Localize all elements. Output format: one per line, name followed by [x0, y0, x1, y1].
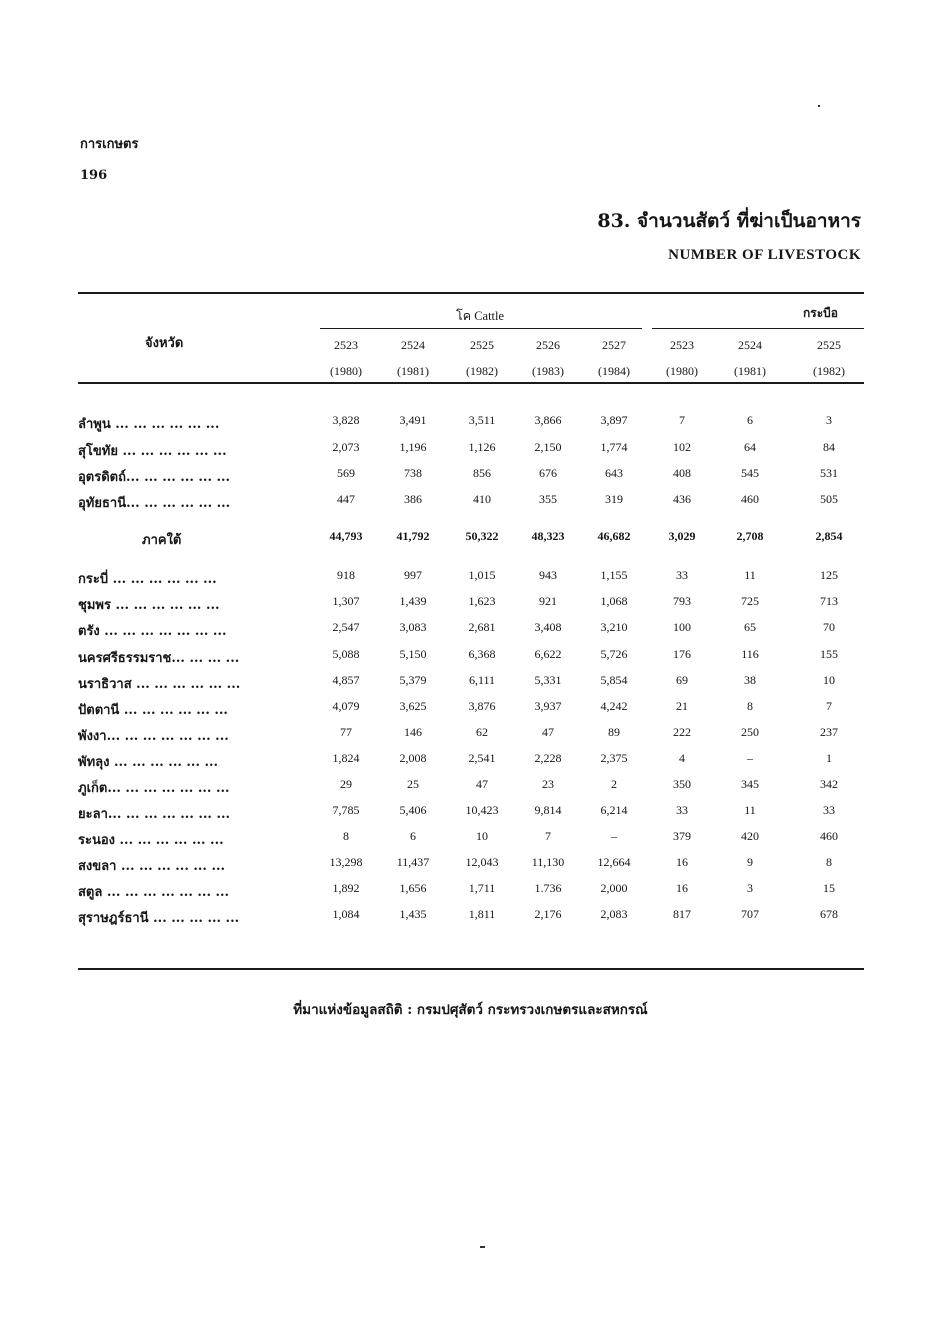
table-cell: 3,625	[399, 699, 427, 713]
table-cell: 5,150	[399, 647, 427, 661]
table-cell: 1,015	[468, 568, 496, 582]
table-cell: 11	[744, 568, 756, 582]
table-cell: 2,008	[399, 751, 427, 765]
year-header-ce: (1981)	[734, 364, 766, 378]
table-cell: 5,379	[399, 673, 427, 687]
table-cell: 13,298	[329, 855, 363, 869]
table-cell: 2,375	[600, 751, 628, 765]
table-row	[0, 673, 941, 699]
table-cell: 3,408	[534, 620, 562, 634]
table-cell: –	[611, 829, 617, 843]
province-name: นครศรีธรรมราช... ... ... ...	[78, 651, 240, 666]
table-cell: 146	[404, 725, 422, 739]
table-cell: 1,824	[332, 751, 360, 765]
table-cell: 921	[539, 594, 557, 608]
table-cell: 386	[404, 492, 422, 506]
table-cell: 15	[823, 881, 835, 895]
table-row	[0, 699, 941, 725]
table-row	[0, 907, 941, 933]
table-cell: 4,079	[332, 699, 360, 713]
table-cell: 1,711	[468, 881, 496, 895]
page-number: 196	[80, 168, 108, 183]
table-cell: 11	[744, 803, 756, 817]
table-cell: 3,866	[534, 413, 562, 427]
table-cell: 3	[826, 413, 832, 427]
table-cell: 5,854	[600, 673, 628, 687]
table-cell: 5,726	[600, 647, 628, 661]
year-header-be: 2523	[670, 338, 694, 352]
table-cell: 222	[673, 725, 691, 739]
page-mark-dot	[818, 105, 820, 107]
table-cell: 5,331	[534, 673, 562, 687]
table-cell: 3,029	[668, 529, 696, 543]
table-cell: 237	[820, 725, 838, 739]
table-cell: 1,439	[399, 594, 427, 608]
table-cell: 6,368	[468, 647, 496, 661]
table-cell: 41,792	[396, 529, 430, 543]
table-cell: 6	[747, 413, 753, 427]
table-row	[0, 803, 941, 829]
table-cell: 12,043	[465, 855, 499, 869]
table-cell: 25	[407, 777, 419, 791]
table-cell: 4	[679, 751, 685, 765]
table-cell: 1,623	[468, 594, 496, 608]
table-row	[0, 413, 941, 439]
table-cell: 545	[741, 466, 759, 480]
table-cell: 678	[820, 907, 838, 921]
table-cell: 46,682	[597, 529, 631, 543]
table-cell: 738	[404, 466, 422, 480]
table-cell: 569	[337, 466, 355, 480]
province-name: สุโขทัย ... ... ... ... ... ...	[78, 444, 227, 459]
table-cell: 3,876	[468, 699, 496, 713]
cattle-group-header: โค Cattle	[456, 309, 505, 323]
table-cell: –	[747, 751, 753, 765]
region-name: ภาคใต้	[142, 533, 182, 548]
table-cell: 11,130	[531, 855, 565, 869]
province-name: กระบี่ ... ... ... ... ... ...	[78, 572, 217, 587]
year-header-be: 2525	[817, 338, 841, 352]
table-cell: 4,242	[600, 699, 628, 713]
table-cell: 1,774	[600, 440, 628, 454]
year-header-ce: (1983)	[532, 364, 564, 378]
province-column-header: จังหวัด	[145, 336, 184, 351]
table-cell: 707	[741, 907, 759, 921]
table-cell: 9	[747, 855, 753, 869]
table-row	[0, 725, 941, 751]
table-cell: 1,126	[468, 440, 496, 454]
table-cell: 102	[673, 440, 691, 454]
table-row	[0, 777, 941, 803]
province-name: ยะลา... ... ... ... ... ... ...	[78, 807, 231, 822]
year-header-ce: (1984)	[598, 364, 630, 378]
province-name: สงขลา ... ... ... ... ... ...	[78, 859, 226, 874]
table-cell: 676	[539, 466, 557, 480]
table-cell: 1	[826, 751, 832, 765]
table-cell: 4,857	[332, 673, 360, 687]
table-cell: 2,547	[332, 620, 360, 634]
table-cell: 50,322	[465, 529, 499, 543]
table-cell: 21	[676, 699, 688, 713]
table-cell: 47	[476, 777, 488, 791]
table-cell: 9,814	[534, 803, 562, 817]
table-cell: 65	[744, 620, 756, 634]
table-cell: 2,083	[600, 907, 628, 921]
table-cell: 33	[676, 803, 688, 817]
table-row	[0, 568, 941, 594]
source-note: ที่มาแห่งข้อมูลสถิติ : กรมปศุสัตว์ กระทรวงเกษตรและสหกรณ์	[293, 1002, 648, 1018]
table-bottom-rule	[78, 968, 864, 970]
table-cell: 856	[473, 466, 491, 480]
table-cell: 342	[820, 777, 838, 791]
year-header-be: 2524	[738, 338, 762, 352]
table-cell: 5,406	[399, 803, 427, 817]
table-row	[0, 594, 941, 620]
table-cell: 793	[673, 594, 691, 608]
province-name: พัทลุง ... ... ... ... ... ...	[78, 755, 219, 770]
table-cell: 2,073	[332, 440, 360, 454]
table-row	[0, 620, 941, 646]
table-cell: 1,811	[468, 907, 496, 921]
table-cell: 6,622	[534, 647, 562, 661]
table-cell: 5,088	[332, 647, 360, 661]
table-cell: 2,000	[600, 881, 628, 895]
table-cell: 250	[741, 725, 759, 739]
province-name: สุราษฎร์ธานี ... ... ... ... ...	[78, 911, 240, 926]
table-cell: 447	[337, 492, 355, 506]
province-name: ระนอง ... ... ... ... ... ...	[78, 833, 224, 848]
table-cell: 7	[826, 699, 832, 713]
table-cell: 420	[741, 829, 759, 843]
table-cell: 3	[747, 881, 753, 895]
table-cell: 12,664	[597, 855, 631, 869]
table-cell: 408	[673, 466, 691, 480]
table-cell: 70	[823, 620, 835, 634]
province-name: พังงา... ... ... ... ... ... ...	[78, 729, 229, 744]
table-cell: 125	[820, 568, 838, 582]
table-cell: 6	[410, 829, 416, 843]
table-cell: 2,541	[468, 751, 496, 765]
table-cell: 2	[611, 777, 617, 791]
table-cell: 33	[823, 803, 835, 817]
table-cell: 23	[542, 777, 554, 791]
year-header-be: 2527	[602, 338, 626, 352]
table-cell: 918	[337, 568, 355, 582]
table-cell: 38	[744, 673, 756, 687]
table-cell: 84	[823, 440, 835, 454]
table-cell: 10	[476, 829, 488, 843]
table-cell: 8	[826, 855, 832, 869]
cattle-group-rule	[320, 328, 642, 329]
table-cell: 11,437	[396, 855, 430, 869]
table-title-thai: 83. จำนวนสัตว์ ที่ฆ่าเป็นอาหาร	[597, 210, 861, 232]
table-row	[0, 881, 941, 907]
table-cell: 1,307	[332, 594, 360, 608]
table-cell: 505	[820, 492, 838, 506]
table-cell: 3,511	[468, 413, 496, 427]
table-row	[0, 829, 941, 855]
table-row	[0, 492, 941, 518]
table-cell: 2,681	[468, 620, 496, 634]
province-name: ลำพูน ... ... ... ... ... ...	[78, 417, 220, 432]
table-cell: 3,828	[332, 413, 360, 427]
table-cell: 997	[404, 568, 422, 582]
table-cell: 379	[673, 829, 691, 843]
table-cell: 1.736	[534, 881, 562, 895]
province-name: อุทัยธานี... ... ... ... ... ...	[78, 496, 231, 511]
table-cell: 155	[820, 647, 838, 661]
year-header-ce: (1980)	[666, 364, 698, 378]
table-cell: 817	[673, 907, 691, 921]
table-cell: 48,323	[531, 529, 565, 543]
year-header-be: 2523	[334, 338, 358, 352]
table-cell: 62	[476, 725, 488, 739]
year-header-ce: (1981)	[397, 364, 429, 378]
province-name: ตรัง ... ... ... ... ... ... ...	[78, 624, 227, 639]
table-cell: 2,708	[736, 529, 764, 543]
year-header-be: 2524	[401, 338, 425, 352]
table-cell: 1,196	[399, 440, 427, 454]
table-cell: 2,176	[534, 907, 562, 921]
region-row	[0, 529, 941, 555]
table-cell: 319	[605, 492, 623, 506]
table-cell: 643	[605, 466, 623, 480]
year-header-ce: (1982)	[466, 364, 498, 378]
table-cell: 47	[542, 725, 554, 739]
table-cell: 1,068	[600, 594, 628, 608]
table-cell: 713	[820, 594, 838, 608]
page-mark-dash	[480, 1246, 485, 1248]
table-cell: 16	[676, 881, 688, 895]
table-cell: 64	[744, 440, 756, 454]
table-cell: 3,083	[399, 620, 427, 634]
table-row	[0, 751, 941, 777]
table-cell: 6,111	[468, 673, 496, 687]
table-cell: 355	[539, 492, 557, 506]
section-title: การเกษตร	[80, 137, 139, 152]
table-cell: 1,656	[399, 881, 427, 895]
table-cell: 8	[343, 829, 349, 843]
table-cell: 7,785	[332, 803, 360, 817]
table-cell: 77	[340, 725, 352, 739]
table-cell: 350	[673, 777, 691, 791]
table-cell: 3,491	[399, 413, 427, 427]
table-row	[0, 466, 941, 492]
table-cell: 2,854	[815, 529, 843, 543]
table-cell: 460	[820, 829, 838, 843]
table-cell: 116	[741, 647, 759, 661]
table-top-rule	[78, 292, 864, 294]
table-cell: 1,892	[332, 881, 360, 895]
province-name: สตูล ... ... ... ... ... ... ...	[78, 885, 230, 900]
table-cell: 460	[741, 492, 759, 506]
year-header-be: 2525	[470, 338, 494, 352]
province-name: นราธิวาส ... ... ... ... ... ...	[78, 677, 241, 692]
table-row	[0, 647, 941, 673]
table-cell: 531	[820, 466, 838, 480]
table-cell: 2,150	[534, 440, 562, 454]
table-cell: 29	[340, 777, 352, 791]
year-header-ce: (1980)	[330, 364, 362, 378]
table-cell: 100	[673, 620, 691, 634]
table-header-bottom-rule	[78, 382, 864, 384]
table-cell: 436	[673, 492, 691, 506]
table-cell: 1,155	[600, 568, 628, 582]
table-cell: 176	[673, 647, 691, 661]
table-cell: 1,435	[399, 907, 427, 921]
table-cell: 89	[608, 725, 620, 739]
table-cell: 3,897	[600, 413, 628, 427]
year-header-be: 2526	[536, 338, 560, 352]
table-row	[0, 855, 941, 881]
table-cell: 345	[741, 777, 759, 791]
table-cell: 7	[679, 413, 685, 427]
table-cell: 16	[676, 855, 688, 869]
table-cell: 1,084	[332, 907, 360, 921]
province-name: อุตรดิตถ์... ... ... ... ... ...	[78, 470, 231, 485]
table-cell: 2,228	[534, 751, 562, 765]
table-cell: 725	[741, 594, 759, 608]
table-cell: 10	[823, 673, 835, 687]
table-cell: 943	[539, 568, 557, 582]
table-cell: 33	[676, 568, 688, 582]
table-cell: 7	[545, 829, 551, 843]
table-cell: 8	[747, 699, 753, 713]
province-name: ปัตตานี ... ... ... ... ... ...	[78, 703, 228, 718]
province-name: ภูเก็ต... ... ... ... ... ... ...	[78, 781, 230, 796]
table-row	[0, 440, 941, 466]
table-cell: 69	[676, 673, 688, 687]
table-cell: 3,210	[600, 620, 628, 634]
table-cell: 3,937	[534, 699, 562, 713]
buffalo-group-rule	[652, 328, 864, 329]
table-cell: 44,793	[329, 529, 363, 543]
table-cell: 6,214	[600, 803, 628, 817]
province-name: ชุมพร ... ... ... ... ... ...	[78, 598, 220, 613]
table-cell: 10,423	[465, 803, 499, 817]
year-header-ce: (1982)	[813, 364, 845, 378]
buffalo-group-header: กระบือ	[803, 306, 838, 320]
table-cell: 410	[473, 492, 491, 506]
table-title-english: NUMBER OF LIVESTOCK	[668, 247, 861, 263]
